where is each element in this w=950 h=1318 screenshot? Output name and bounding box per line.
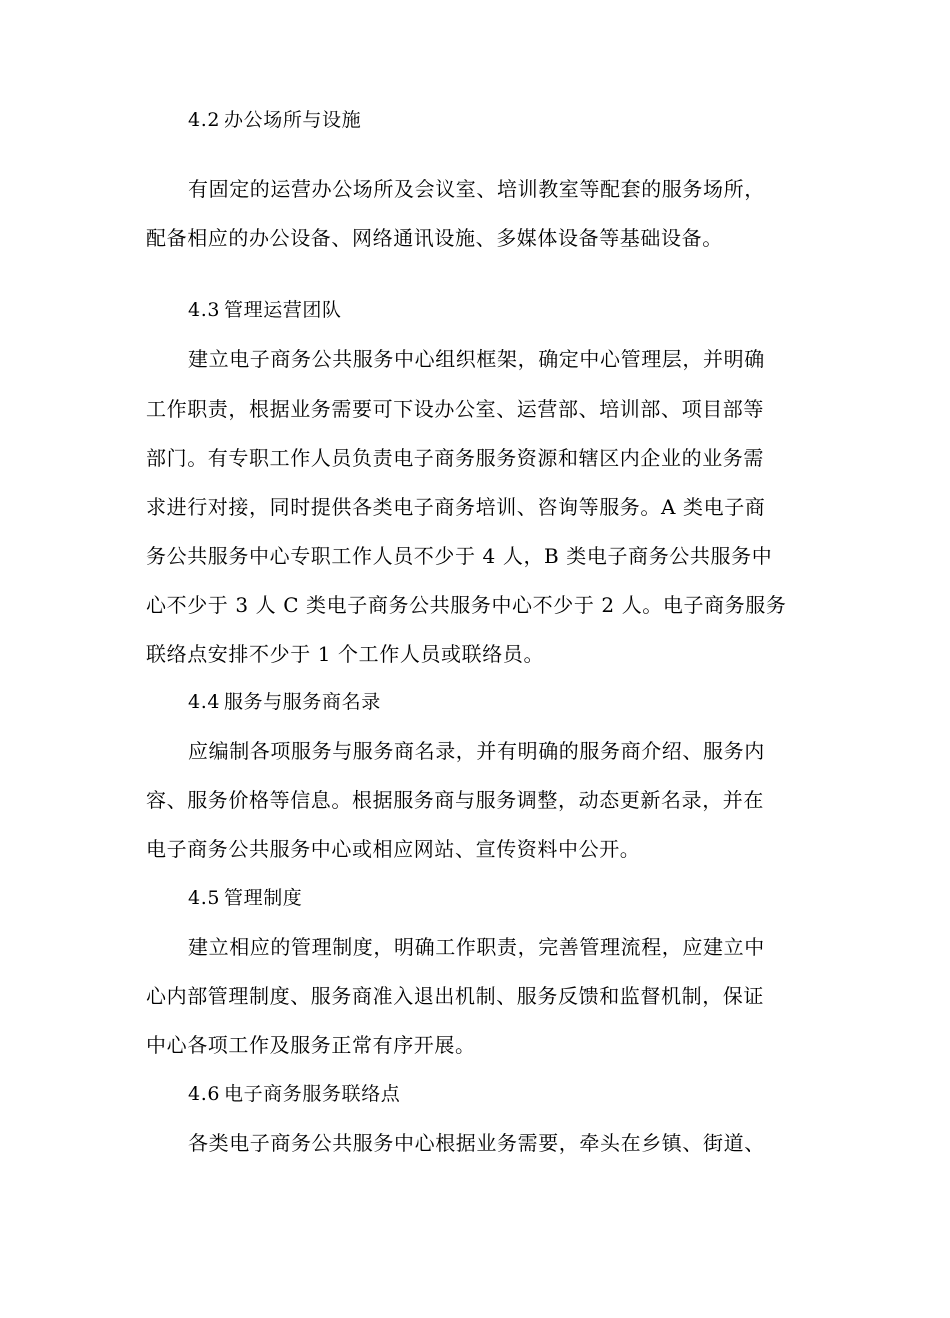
paragraph-line: 务公共服务中心专职工作人员不少于 4 人，B 类电子商务公共服务中 (146, 544, 773, 568)
paragraph-line: 心不少于 3 人 C 类电子商务公共服务中心不少于 2 人。电子商务服务 (146, 593, 787, 617)
section-heading-4-5 (188, 884, 868, 912)
paragraph-line: 部门。有专职工作人员负责电子商务服务资源和辖区内企业的业务需 (146, 446, 764, 470)
section-number: 4.6 (188, 1083, 221, 1105)
section-number: 4.4 (188, 691, 221, 713)
section-title: 管理运营团队 (224, 299, 342, 321)
section-title: 电子商务服务联络点 (224, 1083, 401, 1105)
paragraph-line: 建立相应的管理制度，明确工作职责，完善管理流程，应建立中 (188, 935, 765, 959)
paragraph-line: 求进行对接，同时提供各类电子商务培训、咨询等服务。A 类电子商 (146, 495, 766, 519)
paragraph-line: 电子商务公共服务中心或相应网站、宣传资料中公开。 (146, 837, 641, 861)
section-heading-4-3 (188, 296, 868, 324)
section-title: 服务与服务商名录 (224, 691, 381, 713)
paragraph-line: 各类电子商务公共服务中心根据业务需要，牵头在乡镇、街道、 (188, 1131, 765, 1155)
paragraph-line: 配备相应的办公设备、网络通讯设施、多媒体设备等基础设备。 (146, 226, 723, 250)
paragraph-line: 工作职责，根据业务需要可下设办公室、运营部、培训部、项目部等 (146, 397, 764, 421)
section-number: 4.5 (188, 887, 221, 909)
paragraph-line: 建立电子商务公共服务中心组织框架，确定中心管理层，并明确 (188, 347, 765, 371)
section-heading-4-2 (188, 106, 868, 134)
section-number: 4.2 (188, 109, 221, 131)
paragraph-line: 容、服务价格等信息。根据服务商与服务调整，动态更新名录，并在 (146, 788, 764, 812)
section-number: 4.3 (188, 299, 221, 321)
paragraph-line: 心内部管理制度、服务商准入退出机制、服务反馈和监督机制，保证 (146, 984, 764, 1008)
section-title: 管理制度 (224, 887, 303, 909)
paragraph-line: 有固定的运营办公场所及会议室、培训教室等配套的服务场所， (188, 177, 765, 201)
paragraph-line: 联络点安排不少于 1 个工作人员或联络员。 (146, 642, 545, 666)
paragraph-line: 应编制各项服务与服务商名录，并有明确的服务商介绍、服务内 (188, 739, 765, 763)
section-heading-4-6 (188, 1080, 868, 1108)
section-title: 办公场所与设施 (224, 109, 362, 131)
paragraph-line: 中心各项工作及服务正常有序开展。 (146, 1033, 476, 1057)
section-heading-4-4 (188, 688, 868, 716)
